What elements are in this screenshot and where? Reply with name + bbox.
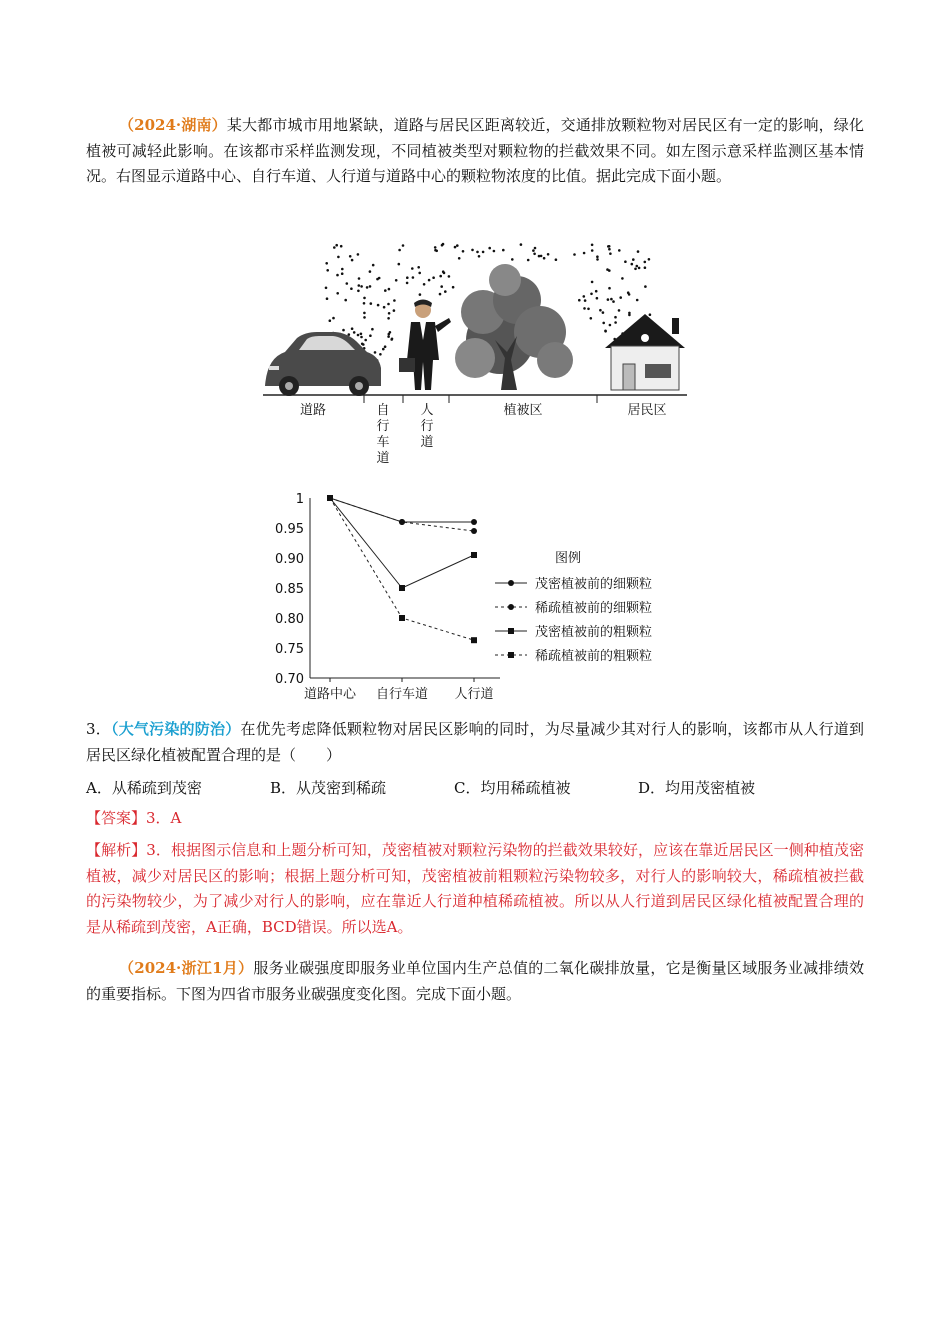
zone-label-residential: 居民区 xyxy=(627,403,667,418)
legend-marker xyxy=(508,652,514,658)
question-number: 3． xyxy=(86,720,111,738)
option-c[interactable]: C．均用稀疏植被 xyxy=(454,779,571,797)
option-d[interactable]: D．均用茂密植被 xyxy=(638,779,756,797)
y-tick-label: 0.75 xyxy=(275,642,304,657)
question-topic-tag: （大气污染的防治） xyxy=(110,720,241,738)
series-line-0 xyxy=(330,498,474,522)
y-tick-label: 0.90 xyxy=(275,552,304,567)
zone-label-road: 道路 xyxy=(299,403,327,418)
legend-label: 稀疏植被前的细颗粒 xyxy=(535,601,653,616)
series-line-1 xyxy=(330,498,474,531)
zone-label-sidewalk: 人行道 xyxy=(420,403,434,450)
x-tick-label: 人行道 xyxy=(454,687,494,702)
x-tick-label: 自行车道 xyxy=(375,687,429,702)
chart-series xyxy=(327,495,477,643)
data-point xyxy=(471,637,477,643)
data-point xyxy=(327,495,333,501)
question-options xyxy=(86,777,864,801)
chart-legend xyxy=(495,551,652,664)
legend-marker xyxy=(508,604,514,610)
source-tag: （2024·湖南） xyxy=(119,116,227,134)
explanation-text: 3．根据图示信息和上题分析可知，茂密植被对颗粒污染物的拦截效果较好，应该在靠近居民区一侧种植茂密植被，减少对居民区的影响；根据上题分析可知，茂密植被前粗颗粒污染物较多，对行人的影响较大，稀疏植被拦截的污染物较少，为了减少对行人的影响，应在靠近人行道种植稀疏植被。所以从人行道到居民区绿化植被配置合理的是从稀疏到茂密，A正确，BCD错误。所以选A。 xyxy=(86,841,864,936)
question-3 xyxy=(86,717,864,768)
legend-marker xyxy=(508,628,514,634)
intro-paragraph-zhejiang xyxy=(86,956,864,1007)
legend-marker xyxy=(508,580,514,586)
data-point xyxy=(471,528,477,534)
x-tick-label: 道路中心 xyxy=(303,687,357,702)
answer-text: 3．A xyxy=(146,809,182,827)
sampling-scene-diagram xyxy=(255,240,695,480)
source-tag: （2024·浙江1月） xyxy=(119,959,254,977)
legend-label: 茂密植被前的细颗粒 xyxy=(535,577,653,592)
zone-label-bike-lane: 自行车道 xyxy=(376,403,390,466)
legend-label: 稀疏植被前的粗颗粒 xyxy=(535,649,653,664)
data-point xyxy=(471,552,477,558)
pedestrian-icon xyxy=(399,300,451,391)
particle-ratio-line-chart xyxy=(255,485,695,710)
y-tick-label: 0.70 xyxy=(275,672,304,687)
data-point xyxy=(471,519,477,525)
intro-paragraph-hunan xyxy=(86,113,864,190)
zone-label-vegetation: 植被区 xyxy=(503,403,543,418)
chart-axes xyxy=(275,492,500,702)
question-text: 在优先考虑降低颗粒物对居民区影响的同时，为尽量减少其对行人的影响，该都市从人行道到居民区绿化植被配置合理的是（ ） xyxy=(86,720,864,764)
y-tick-label: 0.85 xyxy=(275,582,304,597)
option-a[interactable]: A．从稀疏到茂密 xyxy=(86,779,202,797)
intro-text: 服务业碳强度即服务业单位国内生产总值的二氧化碳排放量，它是衡量区域服务业减排绩效的重要指标。下图为四省市服务业碳强度变化图。完成下面小题。 xyxy=(86,959,864,1003)
answer-label: 【答案】 xyxy=(86,809,147,827)
tree-icon xyxy=(455,264,573,390)
car-icon xyxy=(265,332,381,396)
y-tick-label: 0.95 xyxy=(275,522,304,537)
data-point xyxy=(399,585,405,591)
legend-title: 图例 xyxy=(555,551,582,566)
legend-label: 茂密植被前的粗颗粒 xyxy=(535,625,653,640)
data-point xyxy=(399,519,405,525)
explanation-paragraph xyxy=(86,838,864,940)
answer-line xyxy=(86,806,864,832)
explanation-label: 【解析】 xyxy=(86,841,147,859)
y-tick-label: 0.80 xyxy=(275,612,304,627)
series-line-2 xyxy=(330,498,474,588)
intro-text: 某大都市城市用地紧缺，道路与居民区距离较近，交通排放颗粒物对居民区有一定的影响，绿化植被可减轻此影响。在该都市采样监测发现，不同植被类型对颗粒物的拦截效果不同。如左图示意采样监测区基本情况。右图显示道路中心、自行车道、人行道与道路中心的颗粒物浓度的比值。据此完成下面小题。 xyxy=(86,116,864,185)
y-tick-label: 1 xyxy=(295,492,304,507)
option-b[interactable]: B．从茂密到稀疏 xyxy=(270,779,387,797)
data-point xyxy=(399,615,405,621)
house-icon xyxy=(605,314,685,390)
